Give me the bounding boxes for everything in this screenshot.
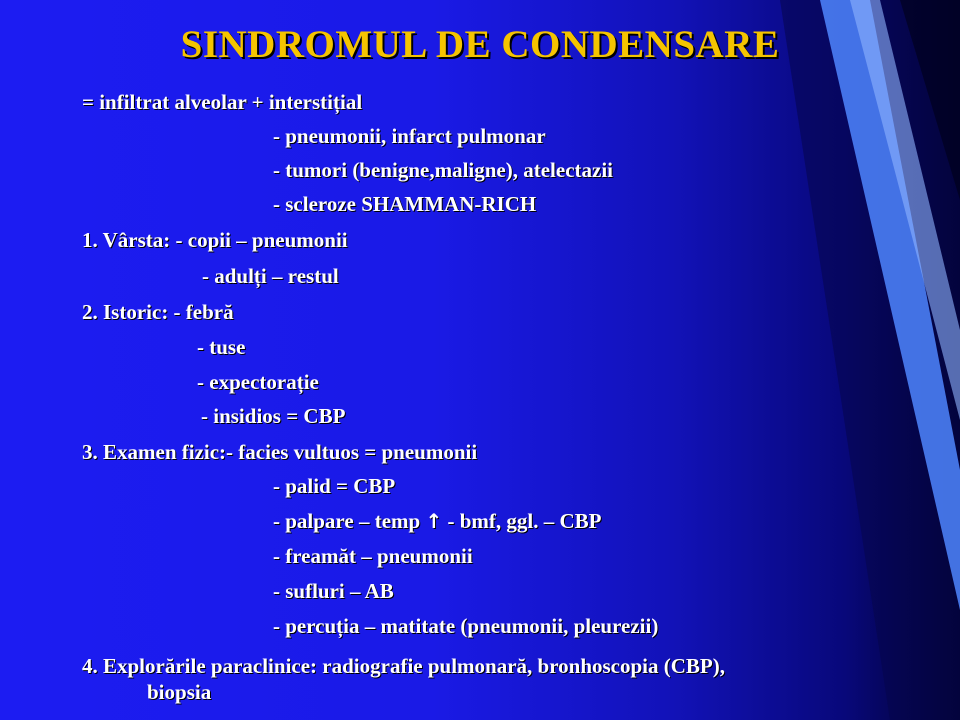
exam-item-3 (273, 509, 601, 533)
definition-line: = infiltrat alveolar + interstițial (82, 90, 363, 114)
age-heading: 1. Vârsta: - copii – pneumonii (82, 228, 348, 252)
definition-item-1: - pneumonii, infarct pulmonar (273, 124, 546, 148)
exam-item-6: - percuția – matitate (pneumonii, pleurezii) (273, 614, 659, 638)
exam-item-2: - palid = CBP (273, 474, 396, 498)
exam-heading: 3. Examen fizic:- facies vultuos = pneumonii (82, 440, 478, 464)
exam-item-4: - freamăt – pneumonii (273, 544, 473, 568)
history-item-3: - expectorație (197, 370, 319, 394)
history-item-4: - insidios = CBP (201, 404, 346, 428)
history-item-2: - tuse (197, 335, 246, 359)
exam-item-5: - sufluri – AB (273, 579, 394, 603)
slide-title: SINDROMUL DE CONDENSARE (180, 23, 780, 66)
definition-item-3: - scleroze SHAMMAN-RICH (273, 192, 537, 216)
history-heading: 2. Istoric: - febră (82, 300, 234, 324)
paraclinical-heading: 4. Explorările paraclinice: radiografie pulmonară, bronhoscopia (CBP), (82, 654, 726, 678)
up-arrow-icon: ↑ (425, 509, 443, 533)
paraclinical-continuation: biopsia (147, 680, 212, 704)
definition-item-2: - tumori (benigne,maligne), atelectazii (273, 158, 613, 182)
exam-item-3-text-a: - palpare – temp (273, 509, 426, 533)
exam-item-3-text-b: - bmf, ggl. – CBP (442, 509, 602, 533)
age-item-2: - adulți – restul (202, 264, 339, 288)
